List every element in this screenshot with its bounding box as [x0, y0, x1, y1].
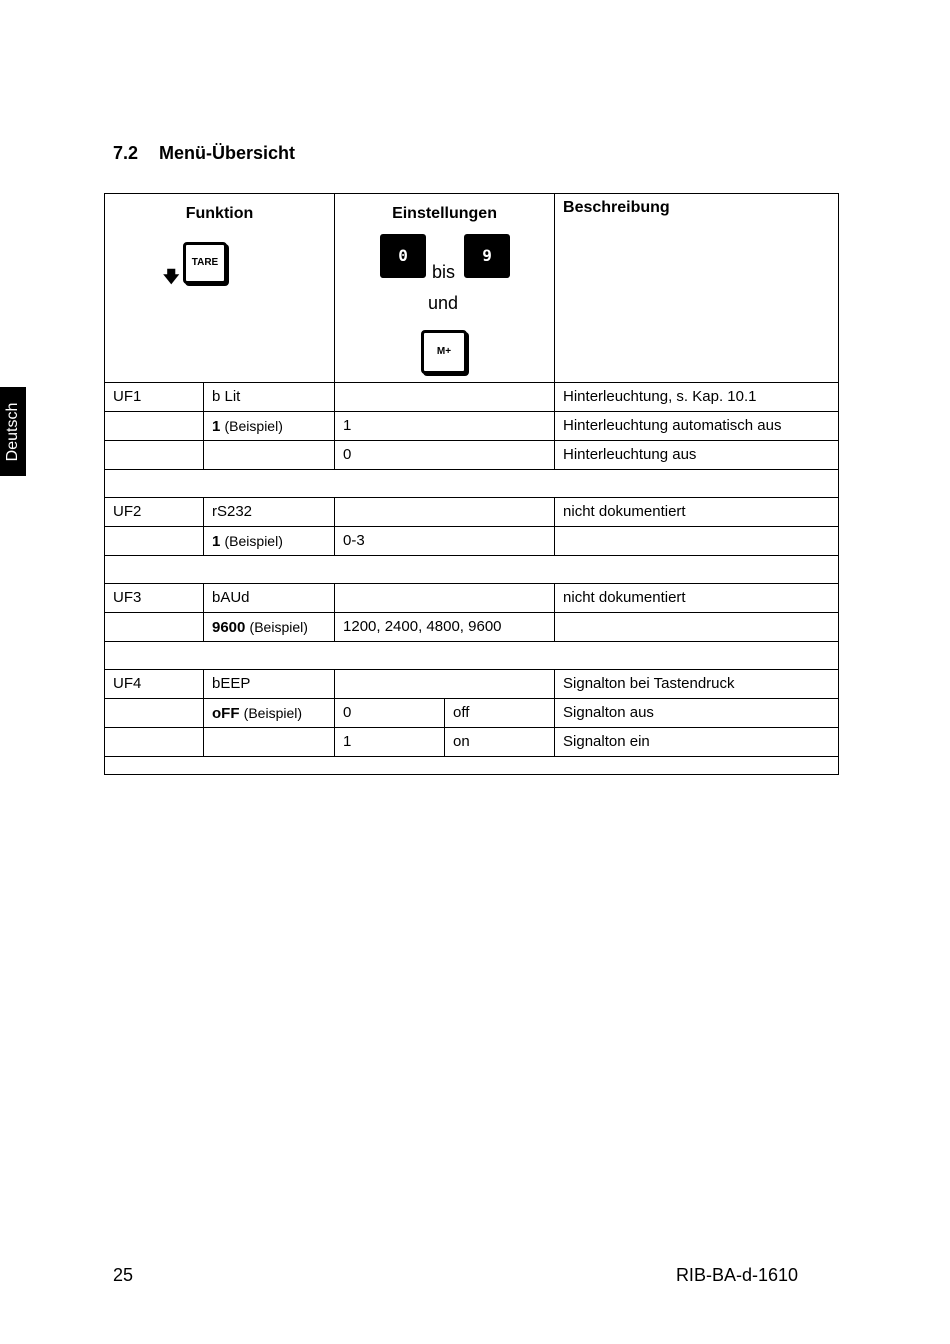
page-number: 25 [113, 1265, 134, 1285]
row-setting: 1200, 2400, 4800, 9600 [335, 613, 555, 642]
spacer-row [105, 757, 839, 775]
table-row [105, 383, 839, 412]
row-value [204, 441, 335, 470]
header-beschreibung [555, 194, 839, 383]
value-text: 1 [212, 532, 221, 550]
value-text: 9600 [212, 618, 246, 636]
row-name: b Lit [204, 383, 335, 412]
spacer-row [105, 642, 839, 670]
table-row [105, 699, 839, 728]
key-zero-icon: 0 [380, 234, 426, 278]
row-setting [335, 584, 555, 613]
row-value [204, 699, 335, 728]
spacer-row [105, 470, 839, 498]
row-code [105, 728, 204, 757]
row-name: bAUd [204, 584, 335, 613]
tare-key-icon: TARE [183, 242, 227, 284]
row-setting-label: off [445, 699, 555, 728]
row-code: UF3 [105, 584, 204, 613]
row-code: UF1 [105, 383, 204, 412]
example-note: (Beispiel) [249, 618, 308, 635]
row-description [555, 527, 839, 556]
table-header-row [105, 194, 839, 383]
row-description: Hinterleuchtung, s. Kap. 10.1 [555, 383, 839, 412]
row-setting [335, 670, 555, 699]
header-einstellungen [335, 194, 555, 383]
row-value [204, 527, 335, 556]
row-value [204, 412, 335, 441]
header-funktion-label: Funktion [185, 205, 254, 222]
row-name: rS232 [204, 498, 335, 527]
table-row [105, 584, 839, 613]
table-row [105, 441, 839, 470]
row-setting: 1 [335, 728, 445, 757]
value-text: oFF [212, 704, 240, 722]
row-setting: 1 [335, 412, 555, 441]
row-code [105, 441, 204, 470]
row-code: UF4 [105, 670, 204, 699]
table-row [105, 670, 839, 699]
row-description: Hinterleuchtung automatisch aus [555, 412, 839, 441]
language-side-tab [0, 387, 26, 476]
row-description: Signalton aus [555, 699, 839, 728]
table-row [105, 412, 839, 441]
row-description: Signalton ein [555, 728, 839, 757]
row-setting: 0-3 [335, 527, 555, 556]
example-note: (Beispiel) [243, 704, 303, 721]
example-note: (Beispiel) [224, 532, 283, 549]
row-description: Hinterleuchtung aus [555, 441, 839, 470]
row-code [105, 613, 204, 642]
row-setting: 0 [335, 699, 445, 728]
header-einstellungen-label: Einstellungen [392, 205, 497, 222]
example-note: (Beispiel) [224, 417, 283, 434]
table-row [105, 498, 839, 527]
section-title: Menü-Übersicht [159, 143, 296, 163]
row-description: nicht dokumentiert [555, 498, 839, 527]
header-beschreibung-label: Beschreibung [563, 199, 670, 216]
und-label: und [428, 293, 459, 313]
row-setting [335, 498, 555, 527]
arrow-down-icon: 🡇 [163, 269, 180, 286]
table-row [105, 613, 839, 642]
mplus-key-icon: M+ [421, 330, 467, 374]
value-text: 1 [212, 417, 221, 435]
row-value [204, 728, 335, 757]
key-nine-icon: 9 [464, 234, 510, 278]
row-description [555, 613, 839, 642]
document-id: RIB-BA-d-1610 [675, 1265, 798, 1285]
row-setting: 0 [335, 441, 555, 470]
bis-label: bis [432, 262, 456, 282]
row-value [204, 613, 335, 642]
row-code [105, 412, 204, 441]
spacer-row [105, 556, 839, 584]
section-heading [113, 143, 295, 164]
row-setting-label: on [445, 728, 555, 757]
row-code [105, 699, 204, 728]
header-funktion [105, 194, 335, 383]
table-row [105, 527, 839, 556]
row-setting [335, 383, 555, 412]
table-row [105, 728, 839, 757]
language-label: Deutsch [4, 402, 21, 461]
row-description: Signalton bei Tastendruck [555, 670, 839, 699]
row-name: bEEP [204, 670, 335, 699]
row-code [105, 527, 204, 556]
row-code: UF2 [105, 498, 204, 527]
row-description: nicht dokumentiert [555, 584, 839, 613]
section-number: 7.2 [113, 143, 139, 163]
menu-overview-table [104, 193, 839, 775]
